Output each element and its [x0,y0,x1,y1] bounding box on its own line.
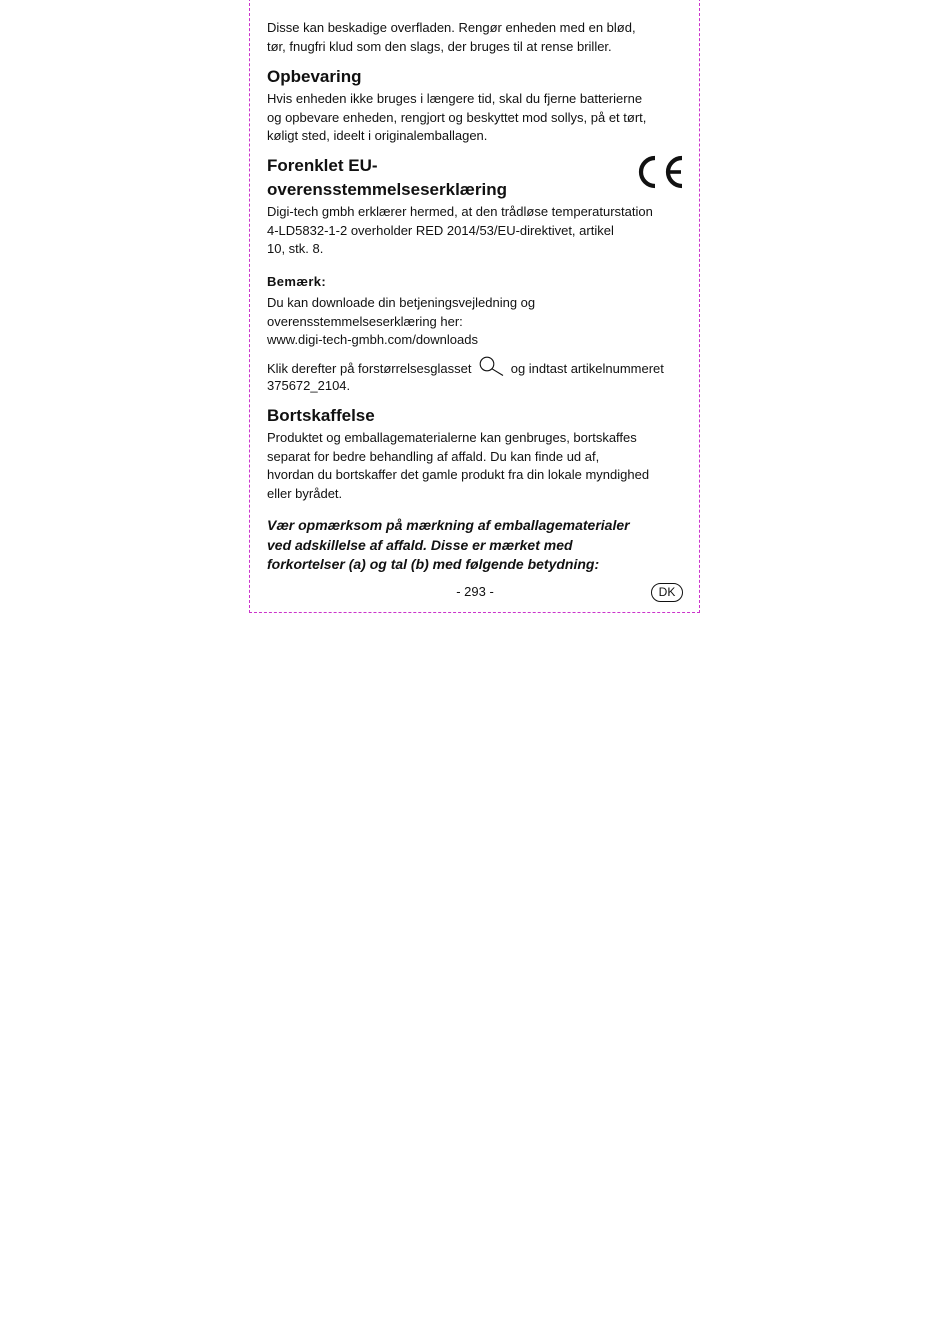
intro-line-1: Disse kan beskadige overfladen. Rengør enheden med en blød, [267,20,636,35]
note-label: Bemærk: [267,274,327,289]
disposal-warning-line-2: ved adskillelse af affald. Disse er mærket med [267,536,573,553]
declaration-line-1: Digi-tech gmbh erklærer hermed, at den trådløse temperaturstation [267,204,653,219]
article-number: 375672_2104. [267,378,351,393]
disposal-warning-line-3: forkortelser (a) og tal (b) med følgende betydning: [267,556,600,572]
disposal-heading: Bortskaffelse [267,406,375,425]
magnifier-icon [477,356,505,376]
note-click-instruction [267,356,685,379]
disposal-line-1: Produktet og emballagematerialerne kan genbruges, bortskaffes [267,430,637,445]
disposal-line-4: eller byrådet. [267,485,343,501]
storage-line-1: Hvis enheden ikke bruges i længere tid, skal du fjerne batterierne [267,91,643,106]
disposal-warning-line-1: Vær opmærksom på mærkning af emballagematerialer [267,517,630,533]
declaration-heading-line-2: overensstemmelseserklæring [267,180,508,199]
storage-line-3: køligt sted, ideelt i originalemballagen. [267,128,488,143]
disposal-line-2: separat for bedre behandling af affald. Du kan finde ud af, [267,448,600,464]
disposal-line-3: hvordan du bortskaffer det gamle produkt fra din lokale myndighed [267,467,650,482]
page-number: - 293 - [456,584,494,599]
ce-mark-icon [637,155,685,189]
declaration-line-3: 10, stk. 8. [267,241,324,256]
declaration-heading-line-1: Forenklet EU- [267,156,378,175]
note-line-1: Du kan downloade din betjeningsvejledning og [267,295,536,310]
click-instruction-before: Klik derefter på forstørrelsesglasset [267,361,472,376]
note-line-2: overensstemmelseserklæring her: [267,313,463,329]
download-url[interactable]: www.digi-tech-gmbh.com/downloads [267,332,478,347]
country-code-badge: DK [651,583,683,602]
intro-line-2: tør, fnugfri klud som den slags, der bruges til at rense briller. [267,38,612,54]
click-instruction-after: og indtast artikelnummeret [510,361,664,376]
storage-line-2: og opbevare enheden, rengjort og beskyttet mod sollys, på et tørt, [267,109,647,125]
storage-heading: Opbevaring [267,67,362,86]
declaration-line-2: 4-LD5832-1-2 overholder RED 2014/53/EU-direktivet, artikel [267,222,614,238]
